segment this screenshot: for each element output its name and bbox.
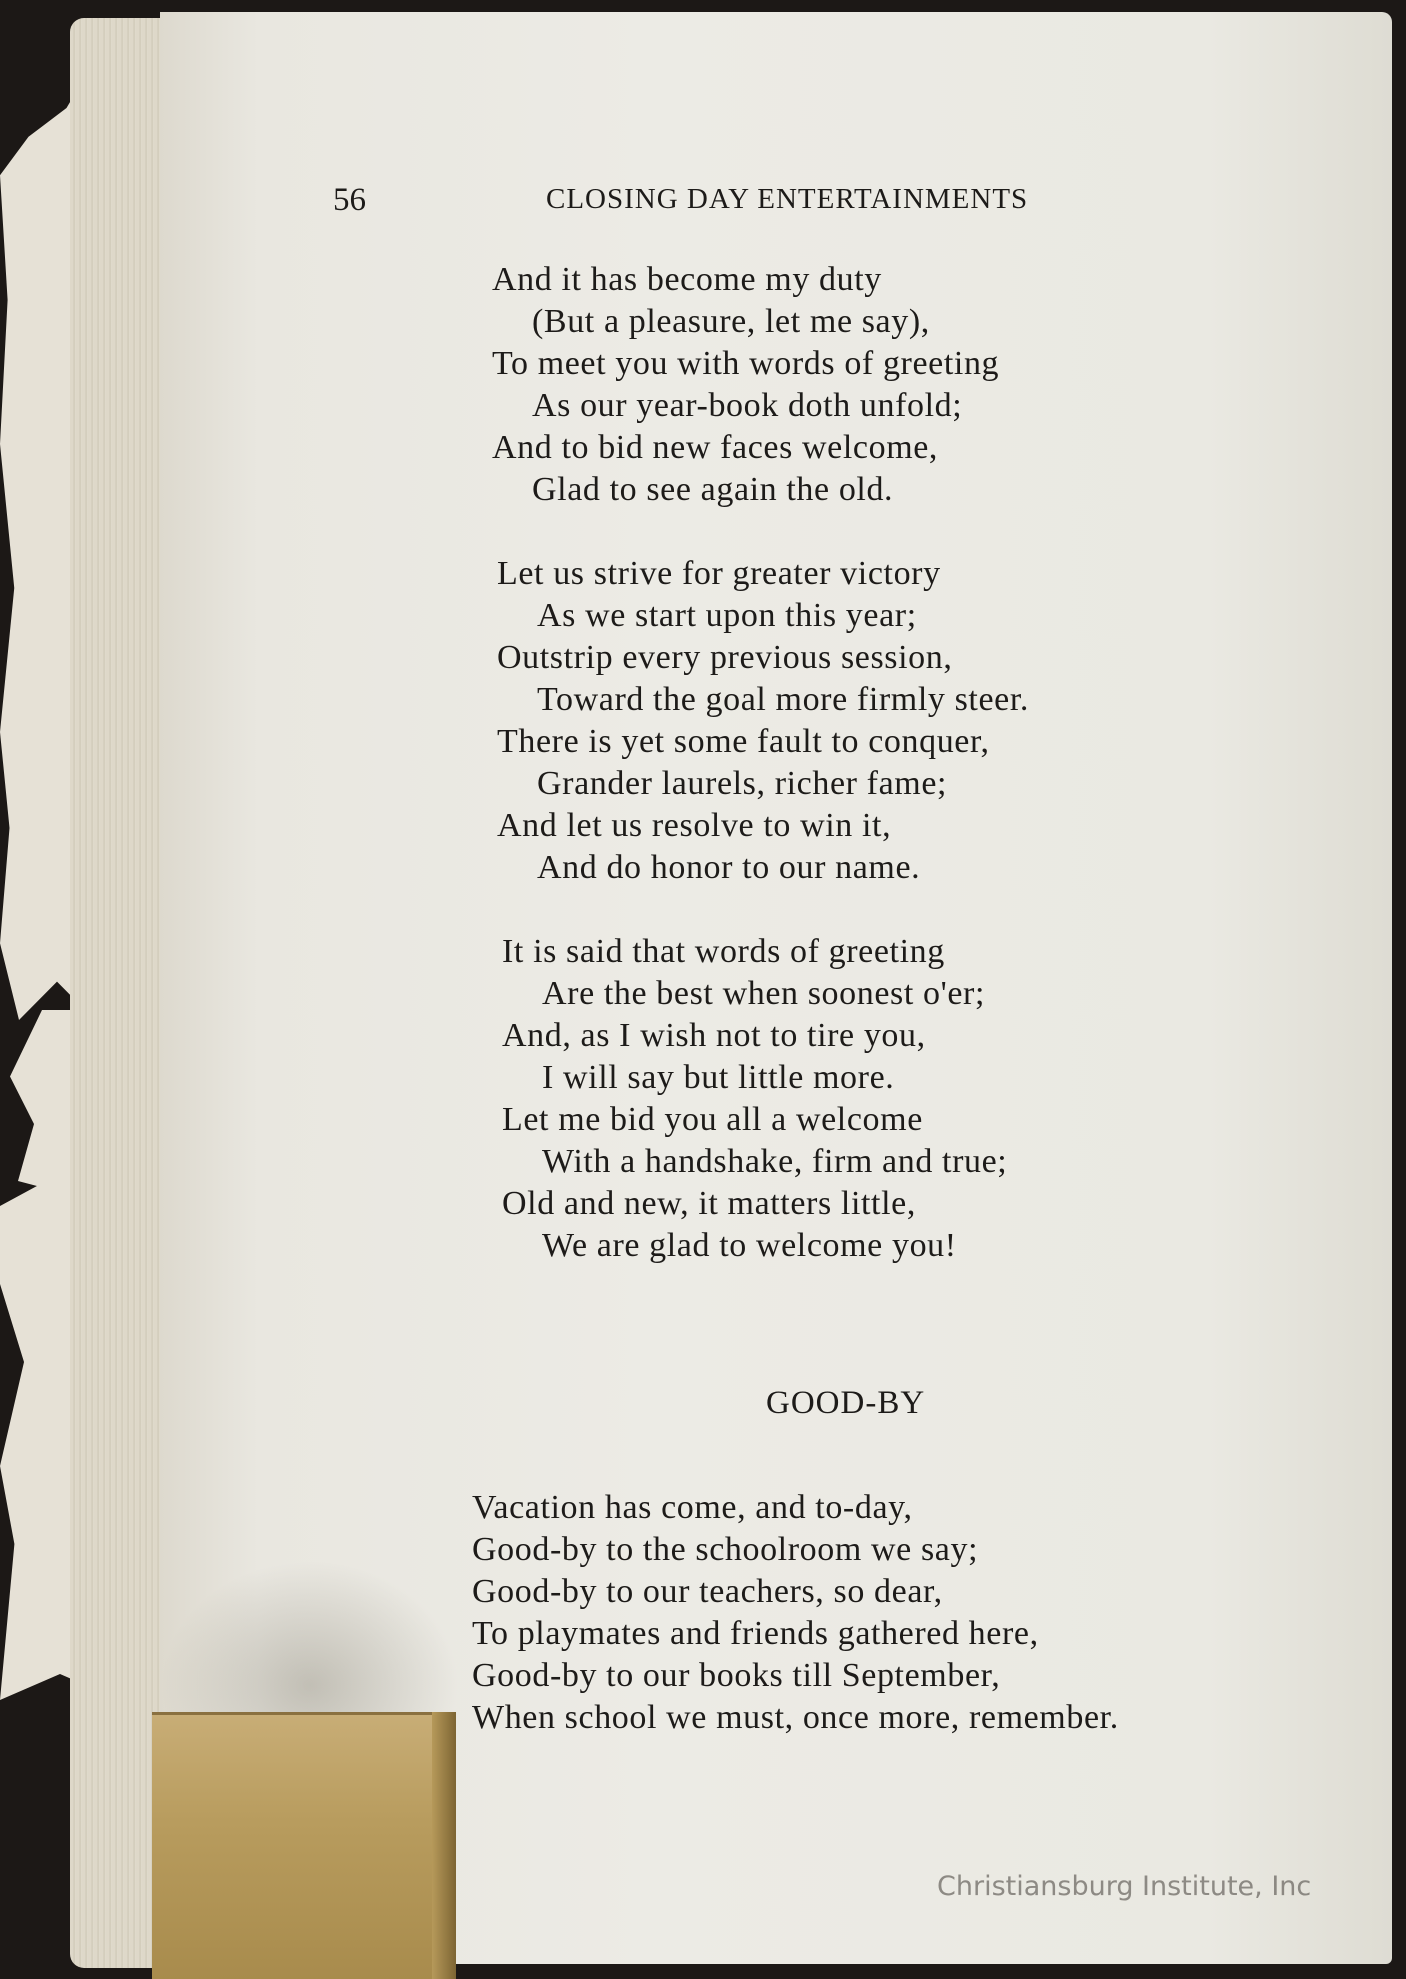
poem-line: Let me bid you all a welcome xyxy=(502,1101,923,1138)
poem-line: And it has become my duty xyxy=(492,261,882,298)
poem-stanza xyxy=(502,931,1007,1267)
poem-line: Toward the goal more firmly steer. xyxy=(537,681,1029,718)
running-head: CLOSING DAY ENTERTAINMENTS xyxy=(546,183,1029,215)
section-title: GOOD-BY xyxy=(766,1385,926,1421)
poem-line: As our year-book doth unfold; xyxy=(532,387,963,424)
poem-line: I will say but little more. xyxy=(542,1059,895,1096)
poem-line: Are the best when soonest o'er; xyxy=(542,975,986,1012)
poem-line: To playmates and friends gathered here, xyxy=(472,1615,1039,1652)
page-number: 56 xyxy=(333,182,366,218)
poem-line: As we start upon this year; xyxy=(537,597,917,634)
brass-page-clip xyxy=(152,1712,456,1979)
poem-line: And, as I wish not to tire you, xyxy=(502,1017,926,1054)
poem-stanza xyxy=(497,553,1029,889)
poem-line: Grander laurels, richer fame; xyxy=(537,765,948,802)
poem-line: Good-by to the schoolroom we say; xyxy=(472,1531,979,1568)
poem-line: Let us strive for greater victory xyxy=(497,555,941,592)
poem-line: We are glad to welcome you! xyxy=(542,1227,957,1264)
poem-line: Old and new, it matters little, xyxy=(502,1185,916,1222)
poem-line: It is said that words of greeting xyxy=(502,933,945,970)
poem-line: Good-by to our books till September, xyxy=(472,1657,1001,1694)
poem-stanza xyxy=(492,259,999,511)
poem-line: When school we must, once more, remember. xyxy=(472,1699,1119,1736)
brass-clip-edge xyxy=(432,1712,456,1979)
poem-line: Vacation has come, and to-day, xyxy=(472,1489,913,1526)
poem-line: With a handshake, firm and true; xyxy=(542,1143,1008,1180)
watermark-text: Christiansburg Institute, Inc xyxy=(937,1871,1312,1902)
poem-line: Glad to see again the old. xyxy=(532,471,894,508)
poem-line: Good-by to our teachers, so dear, xyxy=(472,1573,943,1610)
poem-stanza xyxy=(472,1487,1119,1739)
poem-line: Outstrip every previous session, xyxy=(497,639,953,676)
poem-line: And let us resolve to win it, xyxy=(497,807,892,844)
poem-line: To meet you with words of greeting xyxy=(492,345,1000,382)
poem-line: There is yet some fault to conquer, xyxy=(497,723,990,760)
poem-line: And do honor to our name. xyxy=(537,849,921,886)
poem-line: And to bid new faces welcome, xyxy=(492,429,939,466)
poem-line: (But a pleasure, let me say), xyxy=(532,303,930,340)
